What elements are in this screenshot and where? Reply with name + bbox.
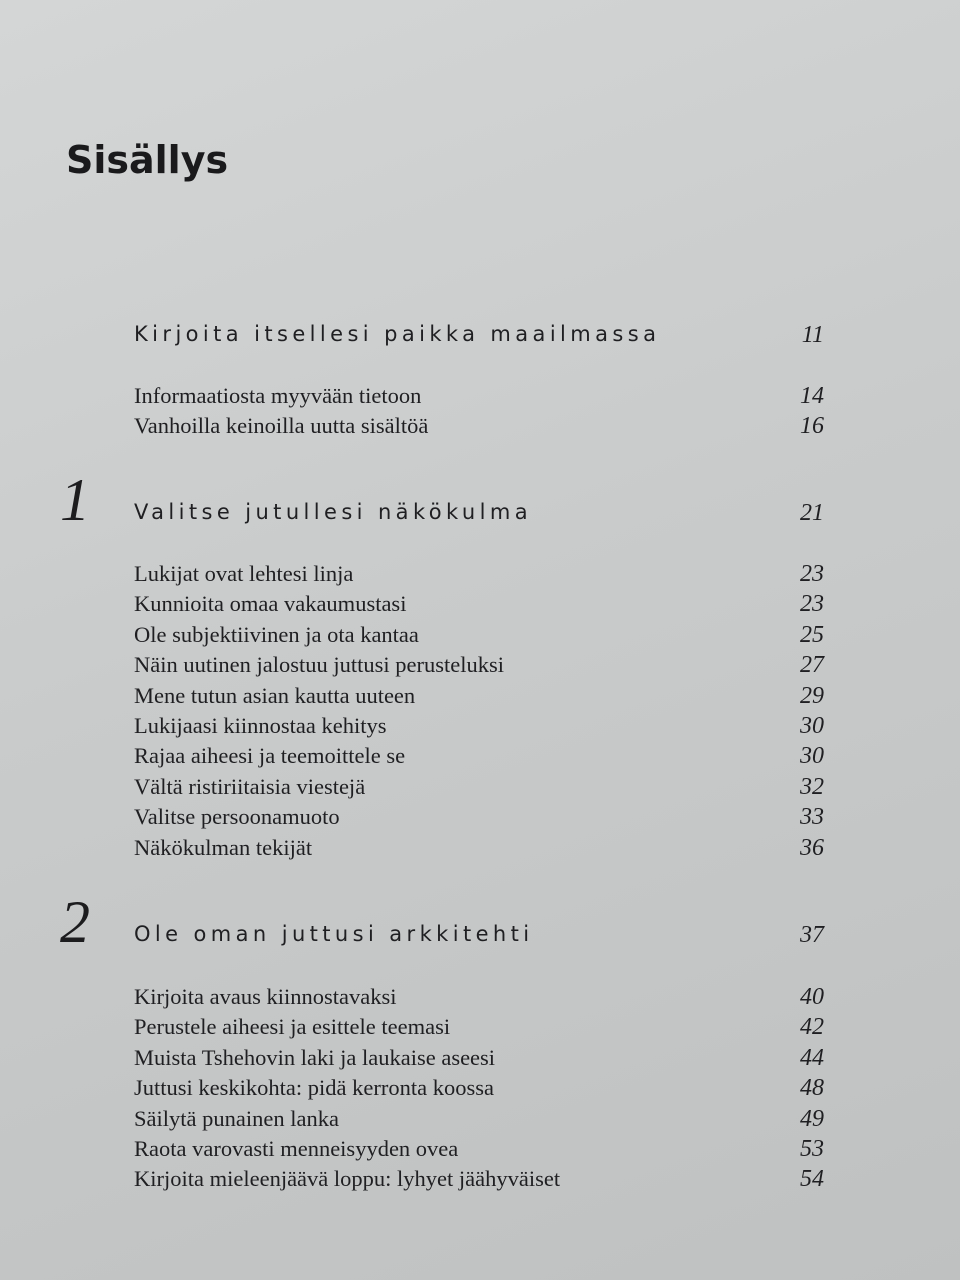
toc-entry — [134, 681, 824, 711]
entry-title: Muista Tshehovin laki ja laukaise aseesi — [134, 1044, 496, 1070]
entry-title: Informaatiosta myyvään tietoon — [134, 383, 422, 408]
entry-page-number: 44 — [800, 1044, 824, 1071]
entry-page-number: 53 — [800, 1135, 824, 1162]
section-title: Kirjoita itsellesi paikka maailmassa — [134, 322, 661, 346]
toc-entry — [134, 772, 824, 802]
toc-entry — [134, 620, 824, 650]
entry-page-number: 49 — [800, 1105, 824, 1132]
toc-entry — [134, 711, 824, 741]
toc-entry — [134, 1073, 824, 1103]
chapter-2-entry-list — [134, 982, 824, 1195]
toc-entry — [134, 741, 824, 771]
entry-page-number: 30 — [800, 712, 824, 739]
chapter-number: 1 — [60, 467, 90, 533]
toc-entry — [134, 381, 824, 411]
entry-title: Kirjoita mieleenjäävä loppu: lyhyet jäähyväiset — [134, 1166, 561, 1192]
entry-page-number: 42 — [800, 1014, 824, 1041]
entry-title: Lukijaasi kiinnostaa kehitys — [134, 712, 387, 738]
entry-page-number: 25 — [800, 621, 824, 648]
toc-entry — [134, 411, 824, 441]
entry-page-number: 32 — [800, 773, 824, 800]
section-heading-chapter-1 — [134, 500, 824, 534]
section-page-number: 11 — [801, 322, 824, 348]
entry-page-number: 14 — [800, 383, 824, 409]
entry-page-number: 27 — [800, 652, 824, 679]
entry-page-number: 23 — [800, 591, 824, 618]
entry-page-number: 16 — [800, 413, 824, 440]
entry-title: Näkökulman tekijät — [134, 834, 313, 860]
entry-page-number: 23 — [800, 561, 824, 587]
entry-title: Perustele aiheesi ja esittele teemasi — [134, 1014, 451, 1040]
entry-title: Säilytä punainen lanka — [134, 1105, 339, 1131]
section-heading-intro — [134, 322, 824, 356]
entry-page-number: 48 — [800, 1075, 824, 1102]
toc-entry — [134, 1104, 824, 1134]
entry-title: Näin uutinen jalostuu juttusi perusteluksi — [134, 652, 504, 678]
toc-entry — [134, 1012, 824, 1042]
toc-entry — [134, 833, 824, 863]
entry-page-number: 36 — [800, 834, 824, 861]
entry-page-number: 40 — [800, 984, 824, 1010]
toc-entry — [134, 559, 824, 589]
entry-page-number: 33 — [800, 804, 824, 831]
intro-entry-list — [134, 381, 824, 442]
entry-title: Rajaa aiheesi ja teemoittele se — [134, 743, 406, 769]
entry-title: Lukijat ovat lehtesi linja — [134, 561, 354, 586]
page-title: Sisällys — [66, 138, 229, 182]
toc-entry — [134, 650, 824, 680]
section-page-number: 37 — [800, 922, 824, 948]
toc-entry — [134, 802, 824, 832]
entry-page-number: 54 — [800, 1166, 824, 1193]
entry-title: Vältä ristiriitaisia viestejä — [134, 773, 366, 799]
section-page-number: 21 — [800, 500, 824, 526]
section-title: Valitse jutullesi näkökulma — [134, 500, 532, 524]
chapter-1-entry-list — [134, 559, 824, 863]
entry-title: Mene tutun asian kautta uuteen — [134, 682, 416, 708]
section-heading-chapter-2 — [134, 922, 824, 956]
chapter-number: 2 — [60, 889, 90, 955]
toc-entry — [134, 1164, 824, 1194]
entry-title: Kirjoita avaus kiinnostavaksi — [134, 984, 397, 1009]
entry-page-number: 29 — [800, 682, 824, 709]
entry-title: Ole subjektiivinen ja ota kantaa — [134, 621, 419, 647]
entry-title: Valitse persoonamuoto — [134, 804, 340, 830]
toc-entry — [134, 1043, 824, 1073]
entry-page-number: 30 — [800, 743, 824, 770]
entry-title: Juttusi keskikohta: pidä kerronta koossa — [134, 1075, 494, 1101]
entry-title: Vanhoilla keinoilla uutta sisältöä — [134, 413, 429, 439]
entry-title: Raota varovasti menneisyyden ovea — [134, 1135, 459, 1161]
toc-entry — [134, 589, 824, 619]
entry-title: Kunnioita omaa vakaumustasi — [134, 591, 407, 617]
toc-entry — [134, 1134, 824, 1164]
toc-entry — [134, 982, 824, 1012]
section-title: Ole oman juttusi arkkitehti — [134, 922, 534, 946]
